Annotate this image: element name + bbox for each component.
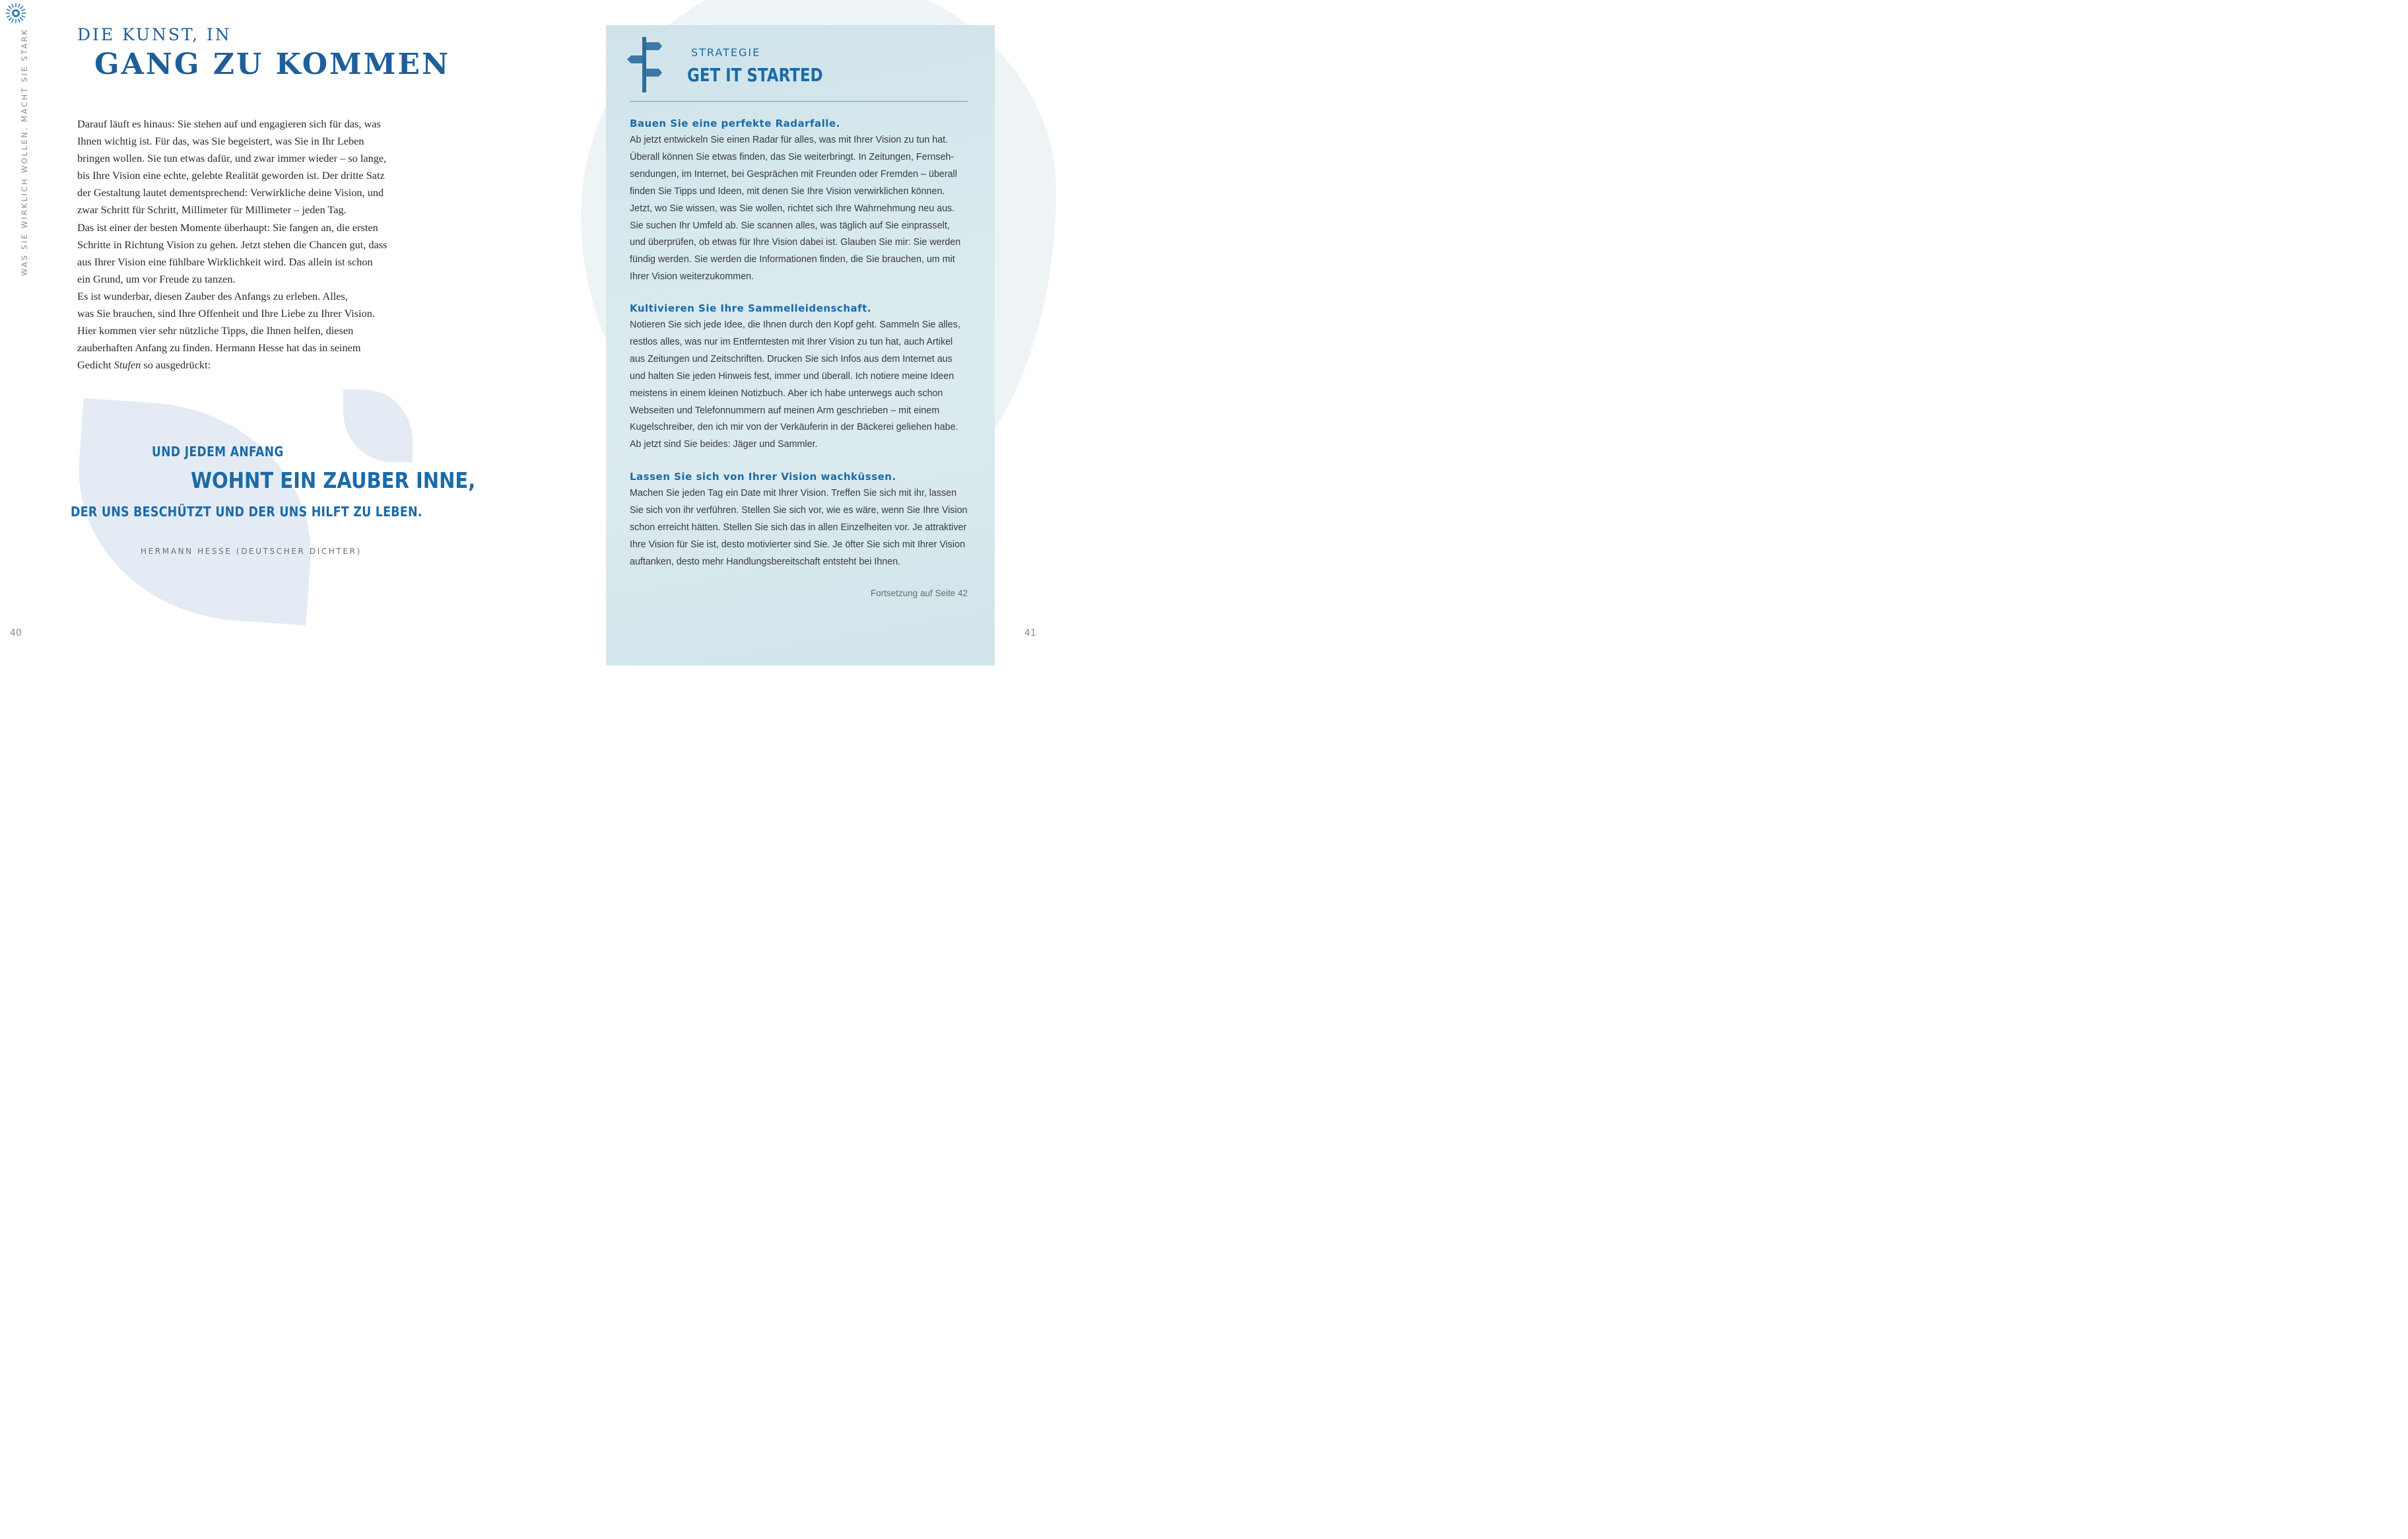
body-line: Ihnen wichtig ist. Für das, was Sie begeistert, was Sie in Ihr Leben [77,135,364,148]
tip-line: Jetzt, wo Sie wissen, was Sie wollen, richtet sich Ihre Wahrnehmung neu aus. [630,203,955,214]
tip-section [630,471,973,571]
sun-ornament-icon [5,3,26,24]
tip-line: Ihre Vision für Sie ist, desto motivierter sind Sie. Je öfter Sie sich mit Ihrer Vision [630,539,966,550]
quote-line-2: WOHNT EIN ZAUBER INNE, [191,467,476,493]
tip-line: Ab jetzt entwickeln Sie einen Radar für alles, was mit Ihrer Vision zu tun hat. [630,135,949,145]
tip-heading: Kultivieren Sie Ihre Sammelleidenschaft. [630,302,872,314]
tip-line: Webseiten und Telefonnummern auf meinen Arm geschrieben – mit einem [630,405,940,416]
body-line: Schritte in Richtung Vision zu gehen. Jetzt stehen die Chancen gut, dass [77,238,387,251]
body-line: aus Ihrer Vision eine fühlbare Wirklichkeit wird. Das allein ist schon [77,255,373,268]
tip-line: schon erreicht hätten. Stellen Sie sich das in allen Einzelheiten vor. Je attraktiver [630,522,967,533]
page-number-left: 40 [10,628,22,638]
tip-body [630,132,973,286]
body-line: der Gestaltung lautet dementsprechend: Verwirkliche deine Vision, und [77,186,384,199]
tip-line: meistens in einem kleinen Notizbuch. Aber ich habe unterwegs auch schon [630,388,943,399]
poem-title: Stufen [114,359,141,372]
page-number-right: 41 [1024,628,1036,638]
tip-line: sendungen, im Internet, bei Gesprächen mit Freunden oder Fremden – überall [630,168,957,180]
tip-line: Machen Sie jeden Tag ein Date mit Ihrer Vision. Treffen Sie sich mit ihr, lassen [630,488,957,498]
continuation-note: Fortsetzung auf Seite 42 [870,588,968,598]
tip-line: Notieren Sie sich jede Idee, die Ihnen durch den Kopf geht. Sammeln Sie alles, [630,320,960,330]
tip-body [630,485,973,571]
tip-section [630,302,973,454]
chapter-title-line2: GANG ZU KOMMEN [94,48,451,81]
signpost-icon [626,36,663,94]
leaf-shape-small [343,390,413,462]
tip-line: Sie sich von ihr verführen. Stellen Sie sich vor, wie es wäre, wenn Sie Ihre Vision [630,504,968,516]
body-line-suffix: so ausgedrückt: [141,359,211,372]
body-line: ein Grund, um vor Freude zu tanzen. [77,272,236,285]
chapter-title-line1: DIE KUNST, IN [77,25,232,44]
body-line: bis Ihre Vision eine echte, gelebte Realität geworden ist. Der dritte Satz [77,169,385,182]
body-line-last [77,357,434,374]
body-line: Darauf läuft es hinaus: Sie stehen auf und engagieren sich für das, was [77,118,381,130]
tip-line: und halten Sie jeden Hinweis fest, immer und überall. Ich notiere meine Ideen [630,370,954,382]
body-line: bringen wollen. Sie tun etwas dafür, und zwar immer wieder – so lange, [77,152,387,165]
tip-line: Sie suchen Ihr Umfeld ab. Sie scannen alles, was täglich auf Sie einprasselt, [630,220,950,231]
body-line: Das ist einer der besten Momente überhaupt: Sie fangen an, die ersten [77,221,378,234]
quote-author: HERMANN HESSE (DEUTSCHER DICHTER) [141,547,362,556]
divider [630,101,968,102]
body-text [77,116,434,374]
body-line: zauberhaften Anfang zu finden. Hermann Hesse hat das in seinem [77,341,361,355]
body-line: Es ist wunderbar, diesen Zauber des Anfangs zu erleben. Alles, [77,289,348,302]
tip-heading: Lassen Sie sich von Ihrer Vision wachküssen. [630,471,896,483]
tip-line: auftanken, desto mehr Handlungsbereitschaft entsteht bei Ihnen. [630,556,901,567]
tip-line: Ihrer Vision weiterzukommen. [630,271,754,283]
tip-line: aus Zeitungen und Zeitschriften. Drucken Sie sich Infos aus dem Internet aus [630,353,953,364]
tip-line: Überall können Sie etwas finden, das Sie weiterbringt. In Zeitungen, Fernseh- [630,151,954,162]
tip-line: restlos alles, was nur im Entferntesten mit Ihrer Vision zu tun hat, auch Artikel [630,336,953,347]
body-line: Hier kommen vier sehr nützliche Tipps, die Ihnen helfen, diesen [77,324,354,337]
strategy-title: GET IT STARTED [687,64,823,86]
tip-body [630,317,973,454]
body-line: zwar Schritt für Schritt, Millimeter für Millimeter – jeden Tag. [77,203,347,217]
running-head: WAS SIE WIRKLICH WOLLEN, MACHT SIE STARK [20,28,29,276]
body-line-prefix: Gedicht [77,359,114,372]
tip-line: Ab jetzt sind Sie beides: Jäger und Sammler. [630,439,818,450]
quote-line-3: DER UNS BESCHÜTZT UND DER UNS HILFT ZU LEBEN. [71,504,422,520]
body-line: was Sie brauchen, sind Ihre Offenheit und Ihre Liebe zu Ihrer Vision. [77,307,375,320]
tip-section [630,118,973,286]
tip-line: finden Sie Tipps und Ideen, mit denen Sie Ihre Vision verwirklichen können. [630,186,945,197]
strategy-label: STRATEGIE [691,46,761,59]
book-spread [0,0,1035,662]
tip-line: und überprüfen, ob etwas für Ihre Vision dabei ist. Glauben Sie mir: Sie werden [630,237,961,248]
tip-line: Kugelschreiber, den ich mir von der Verkäuferin in der Bäckerei geliehen habe. [630,422,958,433]
tip-line: fündig werden. Sie werden die Informationen finden, die Sie brauchen, um mit [630,254,955,265]
tip-heading: Bauen Sie eine perfekte Radarfalle. [630,118,840,129]
quote-line-1: UND JEDEM ANFANG [152,444,284,460]
